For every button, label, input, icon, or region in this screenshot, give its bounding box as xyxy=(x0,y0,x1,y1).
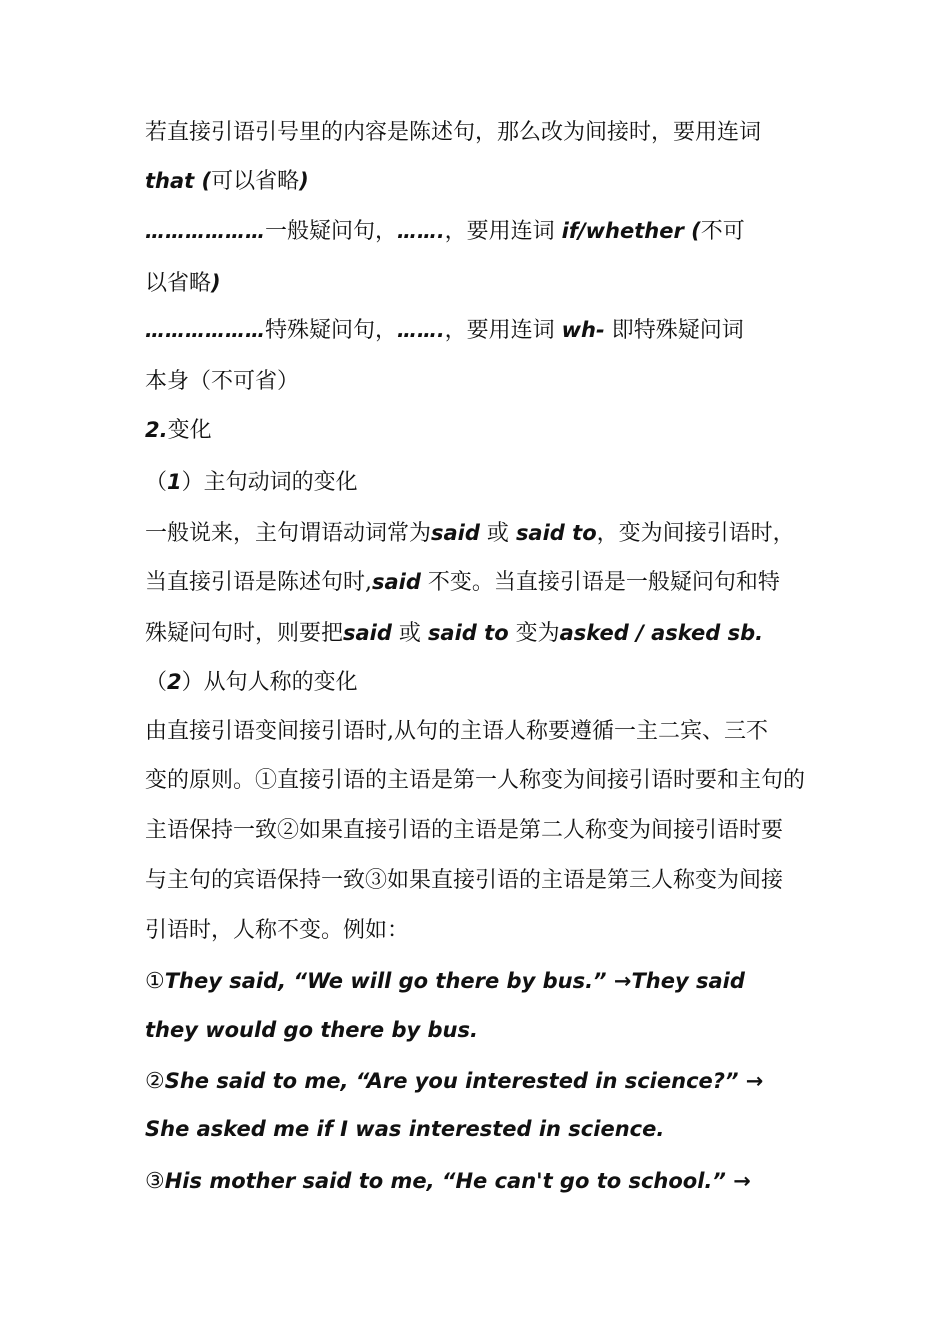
paragraph-line xyxy=(145,518,850,549)
paragraph-line xyxy=(145,315,850,346)
paragraph-line xyxy=(145,618,850,649)
text-span: 与主句的宾语保持一致③如果直接引语的主语是第三人称变为间接 xyxy=(145,868,784,893)
example-line xyxy=(145,966,850,997)
paragraph-line xyxy=(145,216,850,247)
keyword-that: that ( xyxy=(145,169,212,193)
keyword-said-to: said to xyxy=(427,621,509,645)
keyword-said-to: said to xyxy=(515,521,597,545)
subsection-heading xyxy=(145,467,850,498)
example-line xyxy=(145,1015,850,1046)
text-span: 若直接引语引号里的内容是陈述句，那么改为间接时，要用连词 xyxy=(145,120,762,145)
text-span: 当直接引语是陈述句时, xyxy=(145,570,372,595)
example-marker: ① xyxy=(145,969,165,994)
example-sentence: they would go there by bus. xyxy=(145,1018,478,1042)
example-line xyxy=(145,1114,850,1145)
text-span: 以省略 xyxy=(145,271,212,296)
paragraph-line xyxy=(145,717,850,747)
paragraph-line xyxy=(145,766,850,796)
example-line xyxy=(145,1066,850,1097)
paragraph-line xyxy=(145,916,850,946)
example-sentence: His mother said to me, “He can't go to school.” → xyxy=(164,1169,751,1193)
subsection-heading xyxy=(145,667,850,698)
text-span: 即特殊疑问词 xyxy=(604,318,744,343)
text-span: ，要用连词 xyxy=(444,318,555,343)
ellipsis: ……. xyxy=(397,318,445,342)
keyword-wh: wh- xyxy=(561,318,605,342)
paragraph-line xyxy=(145,118,850,148)
keyword-asked: asked / asked sb. xyxy=(559,621,764,645)
text-span: 由直接引语变间接引语时,从句的主语人称要遵循一主二宾、三不 xyxy=(145,719,768,744)
text-span: 不可 xyxy=(700,219,745,244)
paragraph-line xyxy=(145,166,850,197)
example-sentence: She said to me, “Are you interested in science?” → xyxy=(164,1069,764,1093)
keyword-if-whether: if/whether ( xyxy=(561,219,701,243)
text-span: 变为 xyxy=(515,621,560,646)
paragraph-line xyxy=(145,567,850,598)
paragraph-line xyxy=(145,866,850,896)
paragraph-line xyxy=(145,367,850,397)
section-heading xyxy=(145,415,850,446)
text-span: 不变。当直接引语是一般疑问句和特 xyxy=(427,570,780,595)
text-span: 或 xyxy=(486,521,509,546)
text-span: 一般疑问句， xyxy=(265,219,398,244)
example-line xyxy=(145,1166,850,1197)
section-number: 2. xyxy=(145,418,168,442)
ellipsis: ……. xyxy=(397,219,445,243)
subsection-title: ）主句动词的变化 xyxy=(181,470,358,495)
keyword-said: said xyxy=(372,570,421,594)
text-span: 特殊疑问句， xyxy=(265,318,398,343)
text-span: 殊疑问句时，则要把 xyxy=(145,621,344,646)
text-span: （ xyxy=(145,670,168,695)
text-span: 可以省略 xyxy=(211,169,300,194)
text-span: ，要用连词 xyxy=(444,219,555,244)
text-span: 一般说来，主句谓语动词常为 xyxy=(145,521,432,546)
paragraph-line xyxy=(145,816,850,846)
text-span: ，变为间接引语时， xyxy=(596,521,795,546)
text-span: 变的原则。①直接引语的主语是第一人称变为间接引语时要和主句的 xyxy=(145,768,806,793)
section-title: 变化 xyxy=(167,418,212,443)
text-span: 引语时，人称不变。例如： xyxy=(145,918,410,943)
text-span: ) xyxy=(299,169,309,193)
example-marker: ③ xyxy=(145,1169,165,1194)
text-span: ) xyxy=(211,271,221,295)
keyword-said: said xyxy=(431,521,480,545)
subsection-number: 1 xyxy=(167,470,182,494)
example-marker: ② xyxy=(145,1069,165,1094)
subsection-title: ）从句人称的变化 xyxy=(181,670,358,695)
text-span: （ xyxy=(145,470,168,495)
example-sentence: They said, “We will go there by bus.” →They said xyxy=(164,969,745,993)
text-span: 主语保持一致②如果直接引语的主语是第二人称变为间接引语时要 xyxy=(145,818,784,843)
example-sentence: She asked me if I was interested in science. xyxy=(145,1117,665,1141)
ellipsis: ……………… xyxy=(145,219,265,243)
ellipsis: ……………… xyxy=(145,318,265,342)
subsection-number: 2 xyxy=(167,670,182,694)
keyword-said: said xyxy=(343,621,392,645)
paragraph-line xyxy=(145,268,850,299)
text-span: 或 xyxy=(398,621,421,646)
text-span: 本身（不可省） xyxy=(145,369,300,394)
